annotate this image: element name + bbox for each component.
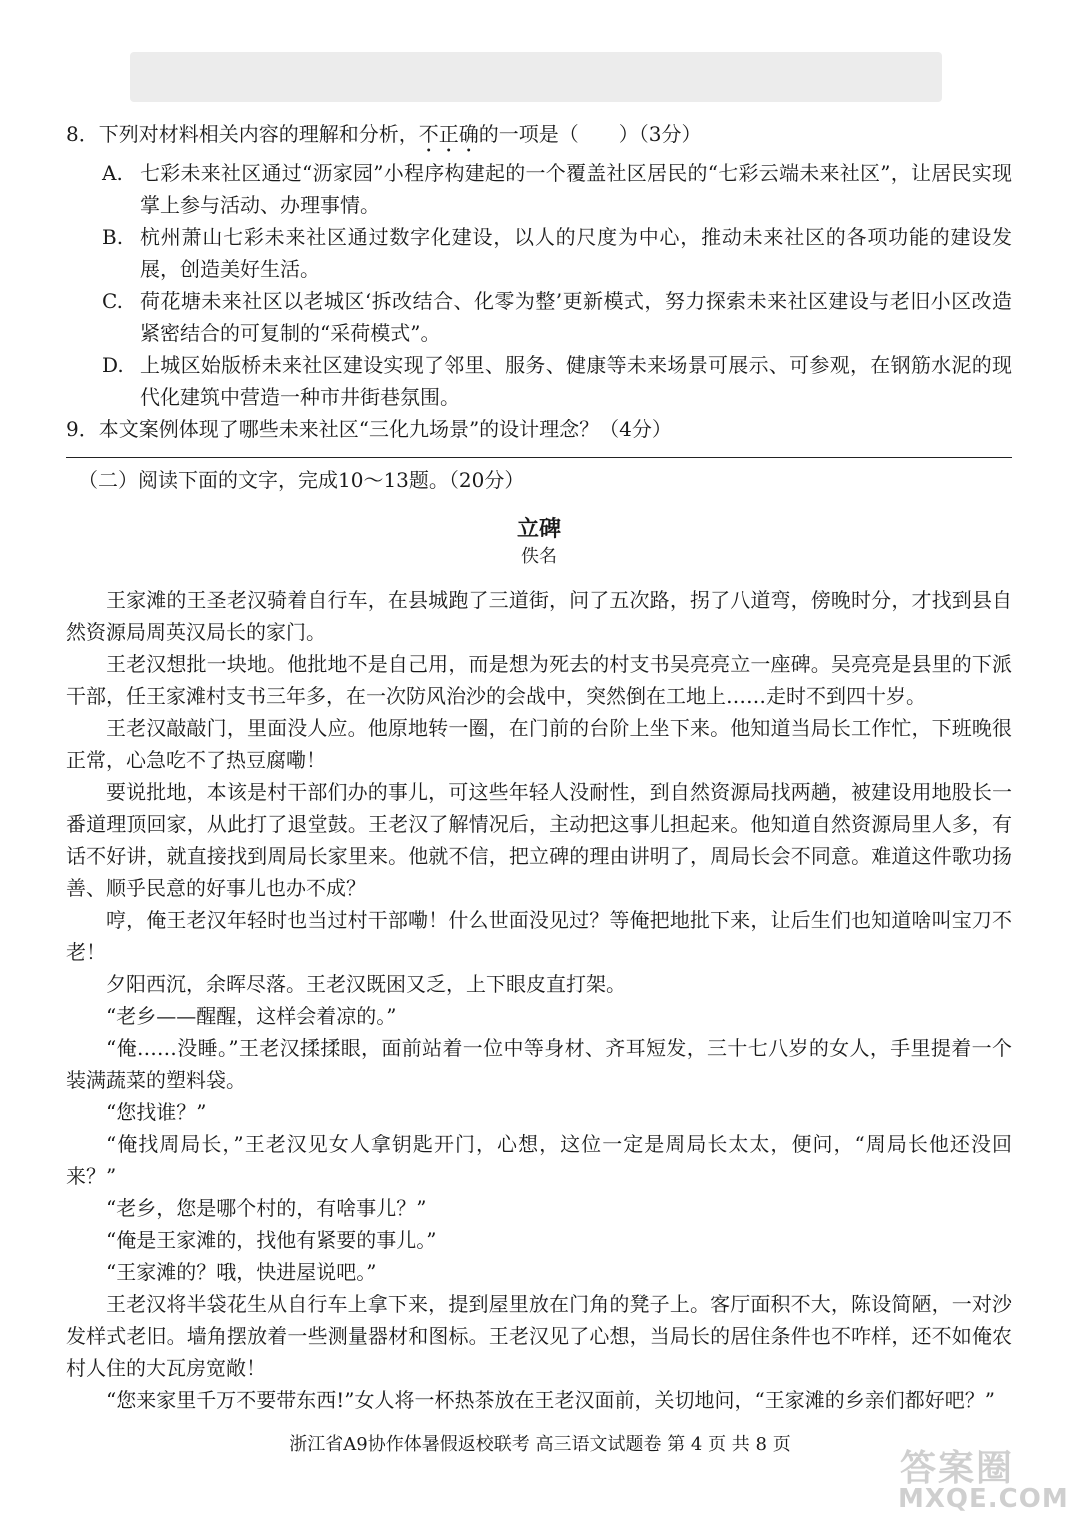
q8-option-b (66, 221, 1012, 285)
page-footer: 浙江省A9协作体暑假返校联考 高三语文试题卷 第 4 页 共 8 页 (289, 1434, 791, 1455)
section-2-heading: （二）阅读下面的文字，完成10～13题。（20分） (78, 468, 525, 492)
story-paragraph: 王老汉将半袋花生从自行车上拿下来，提到屋里放在门角的凳子上。客厅面积不大，陈设简陋，一对沙发样式老旧。墙角摆放着一些测量器材和图标。王老汉见了心想，当局长的居住条件也不咋样，还不如俺农村人住的大瓦房宽敞！ (66, 1292, 1012, 1380)
story-title: 立碑 (516, 516, 561, 542)
question-8-stem (66, 118, 1012, 157)
story-paragraph: “王家滩的？哦，快进屋说吧。” (106, 1260, 377, 1284)
q8-stem-emphasis: 不正确 (418, 122, 479, 146)
option-text: 荷花塘未来社区以老城区‘拆改结合、化零为整’更新模式，努力探索未来社区建设与老旧小区改造紧密结合的可复制的“采荷模式”。 (140, 289, 1012, 345)
q8-option-a (66, 157, 1012, 221)
story-paragraph: “俺……没睡。”王老汉揉揉眼，面前站着一位中等身材、齐耳短发，三十七八岁的女人，手里提着一个装满蔬菜的塑料袋。 (66, 1036, 1012, 1092)
story-paragraph: “俺找周局长，”王老汉见女人拿钥匙开门，心想，这位一定是周局长太太，便问，“周局长他还没回来？” (66, 1132, 1012, 1188)
top-blank-band (130, 52, 942, 102)
watermark-logo (860, 1440, 1069, 1520)
story-paragraph: 王老汉想批一块地。他批地不是自己用，而是想为死去的村支书吴亮亮立一座碑。吴亮亮是县里的下派干部，任王家滩村支书三年多，在一次防风治沙的会战中，突然倒在工地上……走时不到四十岁。 (66, 652, 1012, 708)
story-paragraph: “您来家里千万不要带东西!”女人将一杯热茶放在王老汉面前，关切地问，“王家滩的乡亲们都好吧？” (106, 1388, 995, 1412)
q8-stem-post: 的一项是（ ）（3分） (478, 122, 702, 146)
story-paragraph: 夕阳西沉，余晖尽落。王老汉既困又乏，上下眼皮直打架。 (106, 972, 626, 996)
q8-option-c (66, 285, 1012, 349)
section-divider (66, 457, 1012, 458)
story-paragraph: “老乡——醒醒，这样会着凉的。” (106, 1004, 397, 1028)
watermark-mark: 答案圈 (900, 1448, 1015, 1489)
option-text: 七彩未来社区通过“沥家园”小程序构建起的一个覆盖社区居民的“七彩云端未来社区”，让居民实现掌上参与活动、办理事情。 (140, 161, 1012, 217)
story-paragraph: 哼，俺王老汉年轻时也当过村干部嘞！什么世面没见过？等俺把地批下来，让后生们也知道啥叫宝刀不老！ (66, 908, 1012, 964)
story-paragraph: 王家滩的王圣老汉骑着自行车，在县城跑了三道街，问了五次路，拐了八道弯，傍晚时分，才找到县自然资源局周英汉局长的家门。 (66, 588, 1012, 644)
option-text: 上城区始版桥未来社区建设实现了邻里、服务、健康等未来场景可展示、可参观，在钢筋水泥的现代化建筑中营造一种市井街巷氛围。 (140, 353, 1012, 409)
story-paragraph: 王老汉敲敲门，里面没人应。他原地转一圈，在门前的台阶上坐下来。他知道当局长工作忙，下班晚很正常，心急吃不了热豆腐嘞！ (66, 716, 1012, 772)
story-author: 佚名 (521, 546, 557, 567)
watermark-url: MXQE.COM (898, 1484, 1069, 1514)
question-9: 9．本文案例体现了哪些未来社区“三化九场景”的设计理念？（4分） (66, 417, 672, 441)
story-paragraph: “您找谁？” (106, 1100, 207, 1124)
option-letter: C. (102, 289, 123, 313)
exam-content (66, 118, 1012, 1416)
option-letter: A. (102, 161, 123, 185)
story-paragraph: 要说批地，本该是村干部们办的事儿，可这些年轻人没耐性，到自然资源局找两趟，被建设用地股长一番道理顶回家，从此打了退堂鼓。王老汉了解情况后，主动把这事儿担起来。他知道自然资源局里人多，有话不好讲，就直接找到周局长家里来。他就不信，把立碑的理由讲明了，周局长会不同意。难道这件歌功扬善、顺乎民意的好事儿也办不成？ (66, 780, 1012, 900)
option-text: 杭州萧山七彩未来社区通过数字化建设，以人的尺度为中心，推动未来社区的各项功能的建设发展，创造美好生活。 (140, 225, 1012, 281)
option-letter: B. (102, 225, 124, 249)
q8-stem-pre: 8．下列对材料相关内容的理解和分析， (66, 122, 419, 146)
q8-option-d (66, 349, 1012, 413)
option-letter: D. (102, 353, 124, 377)
story-paragraph: “老乡，您是哪个村的，有啥事儿？” (106, 1196, 427, 1220)
story-paragraph: “俺是王家滩的，找他有紧要的事儿。” (106, 1228, 437, 1252)
